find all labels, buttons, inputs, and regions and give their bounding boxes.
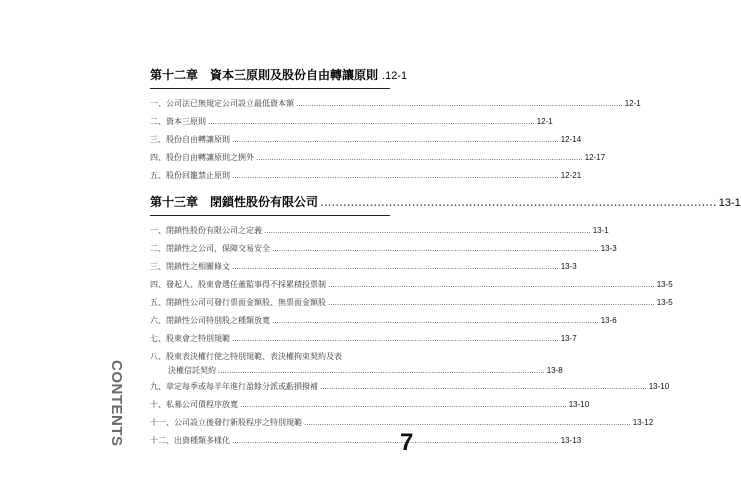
entry-text: 三、閉鎖性之相關條文 — [150, 262, 230, 271]
dot-leader — [240, 396, 567, 414]
page-number: 7 — [400, 429, 414, 456]
entry-text: 三、股份自由轉讓原則 — [150, 135, 230, 144]
toc-entry[interactable] — [150, 113, 553, 131]
toc-entry[interactable] — [150, 131, 582, 149]
entry-text: 十一、公司設立後發行新股程序之特別規範 — [150, 418, 302, 427]
entry-text: 九、章定每季或每半年進行盈餘分派或虧損撥補 — [150, 382, 318, 391]
chapter-title-13[interactable] — [150, 193, 741, 210]
entry-page: 13-5 — [656, 298, 673, 307]
dot-leader — [272, 240, 599, 258]
contents-side-label: CONTENTS — [108, 360, 125, 447]
toc-entry[interactable] — [150, 276, 673, 294]
entry-page: 12-21 — [560, 171, 582, 180]
entry-page: 13-7 — [560, 334, 577, 343]
toc-entry[interactable] — [150, 312, 617, 330]
entry-list — [150, 95, 641, 185]
toc-entry[interactable] — [150, 414, 654, 432]
chapter-page-number: .12-1 — [382, 70, 408, 82]
dot-leader — [264, 222, 591, 240]
chapter-title-text: 第十二章 資本三原則及股份自由轉讓原則 — [150, 68, 379, 82]
entry-text: 二、閉鎖性之公司，保障交易安全 — [150, 244, 270, 253]
chapter-page-number: 13-1 — [718, 197, 741, 209]
toc-entry[interactable] — [150, 396, 590, 414]
dot-leader — [296, 95, 623, 113]
toc-entry[interactable] — [150, 149, 606, 167]
entry-page: 12-1 — [624, 99, 641, 108]
entry-text: 一、閉鎖性股份有限公司之定義 — [150, 226, 262, 235]
entry-page: 13-5 — [656, 280, 673, 289]
toc-entry[interactable] — [150, 348, 563, 378]
dot-leader — [218, 364, 545, 378]
entry-page: 12-17 — [584, 153, 606, 162]
entry-page: 13-10 — [568, 400, 590, 409]
entry-continuation — [150, 364, 563, 378]
entry-page: 13-13 — [560, 436, 582, 445]
dot-leader — [320, 195, 717, 209]
dot-leader — [232, 258, 559, 276]
entry-page: 12-1 — [536, 117, 553, 126]
chapter-title-text: 第十三章 閉鎖性股份有限公司 — [150, 195, 319, 209]
dot-leader — [256, 149, 583, 167]
entry-text: 六、閉鎖性公司特別股之種類放寬 — [150, 316, 270, 325]
dot-leader — [232, 432, 559, 450]
entry-text: 十、私募公司債程序放寬 — [150, 400, 238, 409]
toc-entry[interactable] — [150, 222, 609, 240]
entry-text: 四、發起人、股東會選任董監事得不採累積投票制 — [150, 280, 326, 289]
entry-text: 七、股東會之特別規範 — [150, 334, 230, 343]
entry-page: 13-3 — [600, 244, 617, 253]
entry-text: 四、股份自由轉讓原則之例外 — [150, 153, 254, 162]
entry-page: 13-1 — [592, 226, 609, 235]
dot-leader — [304, 414, 631, 432]
toc-entry[interactable] — [150, 432, 582, 450]
entry-page: 13-8 — [546, 366, 563, 375]
toc-entry[interactable] — [150, 294, 673, 312]
dot-leader — [208, 113, 535, 131]
chapter-title-12[interactable] — [150, 66, 408, 83]
entry-list — [150, 222, 673, 450]
dot-leader — [232, 167, 559, 185]
toc-entry[interactable] — [150, 378, 670, 396]
toc-entry[interactable] — [150, 95, 641, 113]
entry-page: 13-3 — [560, 262, 577, 271]
entry-page: 12-14 — [560, 135, 582, 144]
toc-entry[interactable] — [150, 167, 582, 185]
entry-text: 五、股份回籠禁止原則 — [150, 171, 230, 180]
chapter-13 — [150, 193, 741, 450]
entry-text: 八、股東表決權行使之特別規範、表決權拘束契約及表 — [150, 352, 342, 361]
table-of-contents — [150, 66, 741, 450]
dot-leader — [232, 131, 559, 149]
entry-text: 二、資本三原則 — [150, 117, 206, 126]
entry-text: 五、閉鎖性公司可發行票面金額股、無票面金額股 — [150, 298, 326, 307]
chapter-divider — [150, 88, 390, 89]
chapter-divider — [150, 215, 390, 216]
dot-leader — [320, 378, 647, 396]
entry-text: 一、公司法已無規定公司設立最低資本額 — [150, 99, 294, 108]
entry-page: 13-12 — [632, 418, 654, 427]
toc-entry[interactable] — [150, 330, 577, 348]
entry-text: 十二、出資種類多樣化 — [150, 436, 230, 445]
dot-leader — [328, 276, 655, 294]
dot-leader — [272, 312, 599, 330]
toc-entry[interactable] — [150, 258, 577, 276]
dot-leader — [232, 330, 559, 348]
toc-entry[interactable] — [150, 240, 617, 258]
entry-page: 13-6 — [600, 316, 617, 325]
entry-text-continued: 決權信託契約 — [168, 366, 216, 375]
entry-page: 13-10 — [648, 382, 670, 391]
chapter-12 — [150, 66, 641, 185]
dot-leader — [328, 294, 655, 312]
